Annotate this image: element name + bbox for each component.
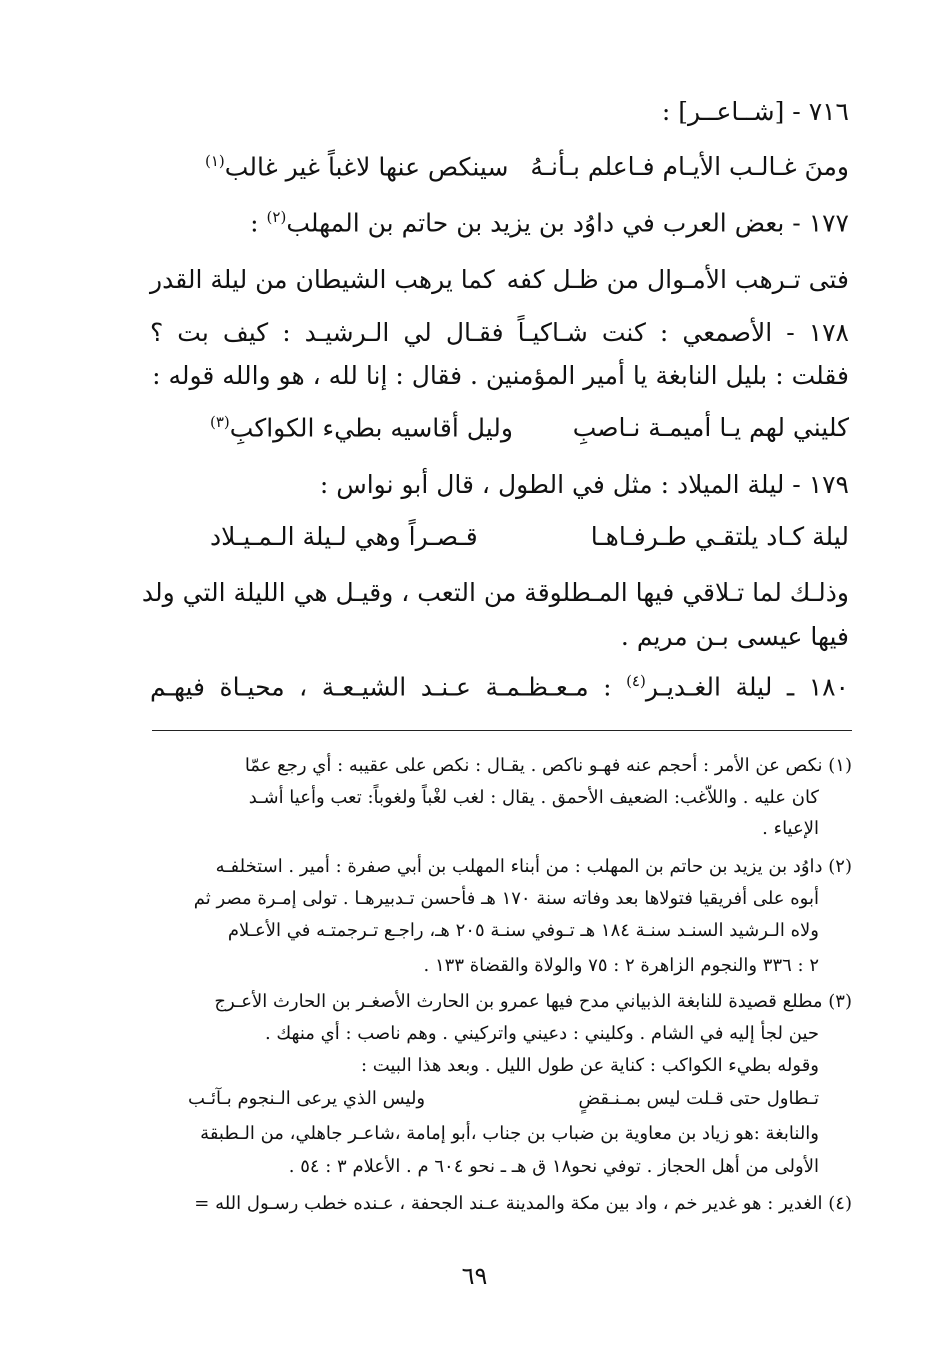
entry-177-text: ١٧٧ - بعض العرب في داوُد بن يزيد بن حاتم بن المهلب bbox=[286, 208, 849, 238]
footnote-3-verse-first: تـطاول حتى قـلت ليس بمـنـقضٍ bbox=[578, 1088, 819, 1109]
footnote-ref-1: (١) bbox=[205, 152, 225, 170]
entry-179-heading: ١٧٩ - ليلة الميلاد : مثل في الطول ، قال أبو نواس : bbox=[319, 470, 849, 499]
entry-180-rest: : مـعـظـمـة عـنـد الشيـعـة ، محيـاة فيهـم bbox=[150, 672, 627, 702]
verse-3-second-hemistich bbox=[210, 413, 513, 442]
footnote-2-line-3: ولاه الـرشيد السنـد سنـة ١٨٤ هـ تـوفي سنـة ٢٠٥ هـ، راجـع تـرجمتـه في الأعـلام bbox=[227, 920, 819, 941]
entry-177-colon: : bbox=[250, 208, 267, 238]
entry-716-heading: ٧١٦ - [شــاعــر] : bbox=[661, 97, 849, 126]
verse-2-second-hemistich: كما يرهب الشيطان من ليلة القدر bbox=[150, 265, 495, 294]
verse-4-second-hemistich: قـصـراً وهي لـيلة الـمـيـلاد bbox=[210, 522, 478, 551]
entry-177-heading bbox=[250, 208, 849, 237]
footnote-3-line-6: الأولى من أهل الحجاز . توفي نحو١٨ ق هـ ـ نحو ٦٠٤ م . الأعلام ٣ : ٥٤ . bbox=[288, 1156, 819, 1177]
verse-1-second-text: سينكص عنها لاغباً غير غالب bbox=[224, 152, 509, 182]
paragraph-line-2: فيها عيسى بـن مريم . bbox=[620, 622, 849, 651]
verse-3-second-text: وليل أقاسيه بطيء الكواكبِ bbox=[229, 413, 513, 443]
verse-3-first-hemistich: كليني لهم يـا أميمـة نـاصبِ bbox=[572, 413, 849, 442]
entry-180-text: ١٨٠ ـ ليلة الغـديـر bbox=[645, 672, 849, 702]
verse-2-first-hemistich: فتى تـرهب الأمـوال من ظـل كفه bbox=[506, 265, 849, 294]
verse-1-first-hemistich: ومنَ غـالـب الأيـام فـاعلم بـأنـهُ bbox=[530, 152, 849, 181]
footnote-separator bbox=[152, 730, 852, 731]
footnote-3-line-1: (٣) مطلع قصيدة للنابغة الذبياني مدح فيها عمرو بن الحارث الأصغـر بن الحارث الأعـرج bbox=[214, 991, 852, 1012]
footnote-3-verse-second: وليس الذي يرعى الـنجوم بـآئـب bbox=[188, 1088, 426, 1109]
entry-178-continuation: فقلت : بليل النابغة يا أمير المؤمنين . فقال : إنا لله ، هو والله قوله : bbox=[152, 361, 849, 390]
footnote-ref-4: (٤) bbox=[626, 672, 646, 690]
entry-178-heading: ١٧٨ - الأصمعي : كنت شـاكيـاً فقـال لي الـرشيـد : كيف بت ؟ bbox=[150, 318, 849, 347]
page-number: ٦٩ bbox=[461, 1262, 488, 1290]
verse-1-second-hemistich bbox=[205, 152, 508, 181]
footnote-4-line-1: (٤) الغدير : هو غدير خم ، واد بين مكة والمدينة عـند الجحفة ، عـنده خطب رسـول الله = bbox=[194, 1193, 852, 1214]
footnote-1-line-1: (١) نكص عن الأمر : أحجم عنه فهـو ناكص . يقـال : نكص على عقيبه : أي رجع عمّا bbox=[244, 755, 852, 776]
footnote-2-line-1: (٢) داوُد بن يزيد بن حاتم بن المهلب : من أبناء المهلب بن أبي صفرة : أمير . استخلفـه bbox=[215, 856, 852, 877]
footnote-3-line-5: والنابغة :هو زياد بن معاوية بن ضباب بن جناب ،أبو إمامة ،شاعـر جاهلي، من الـطبقة bbox=[200, 1123, 819, 1144]
paragraph-line-1: وذلـك لما تـلاقي فيها المـطلوقة من التعب ، وقيـل هي الليلة التي ولد bbox=[141, 578, 849, 607]
entry-180-heading bbox=[150, 672, 849, 701]
footnote-1-line-3: الإعياء . bbox=[762, 818, 819, 839]
footnote-ref-3: (٣) bbox=[210, 413, 230, 431]
footnote-1-line-2: كان عليه . واللاّغب: الضعيف الأحمق . يقال : لغب لغْباً ولغوباً: تعب وأعيا أشـد bbox=[248, 787, 819, 808]
footnote-2-line-2: أبوه على أفريقيا فتولاها بعد وفاته سنة ١٧٠ هـ فأحسن تـدبيرهـا . تولى إمـرة مصر ثم bbox=[193, 888, 819, 909]
footnote-2-line-4: ٢ : ٣٣٦ والنجوم الزاهرة ٢ : ٧٥ والولاة والقضاة ١٣٣ . bbox=[423, 955, 819, 976]
footnote-3-line-2: حين لجأ إليه في الشام . وكليني : دعيني واتركيني . وهم ناصب : أي منهك . bbox=[264, 1023, 819, 1044]
footnote-ref-2: (٢) bbox=[266, 208, 287, 226]
footnote-3-line-3: وقوله بطيء الكواكب : كناية عن طول الليل . وبعد هذا البيت : bbox=[360, 1055, 819, 1076]
verse-4-first-hemistich: ليلة كـاد يلتقـي طـرفـاهـا bbox=[590, 522, 849, 551]
